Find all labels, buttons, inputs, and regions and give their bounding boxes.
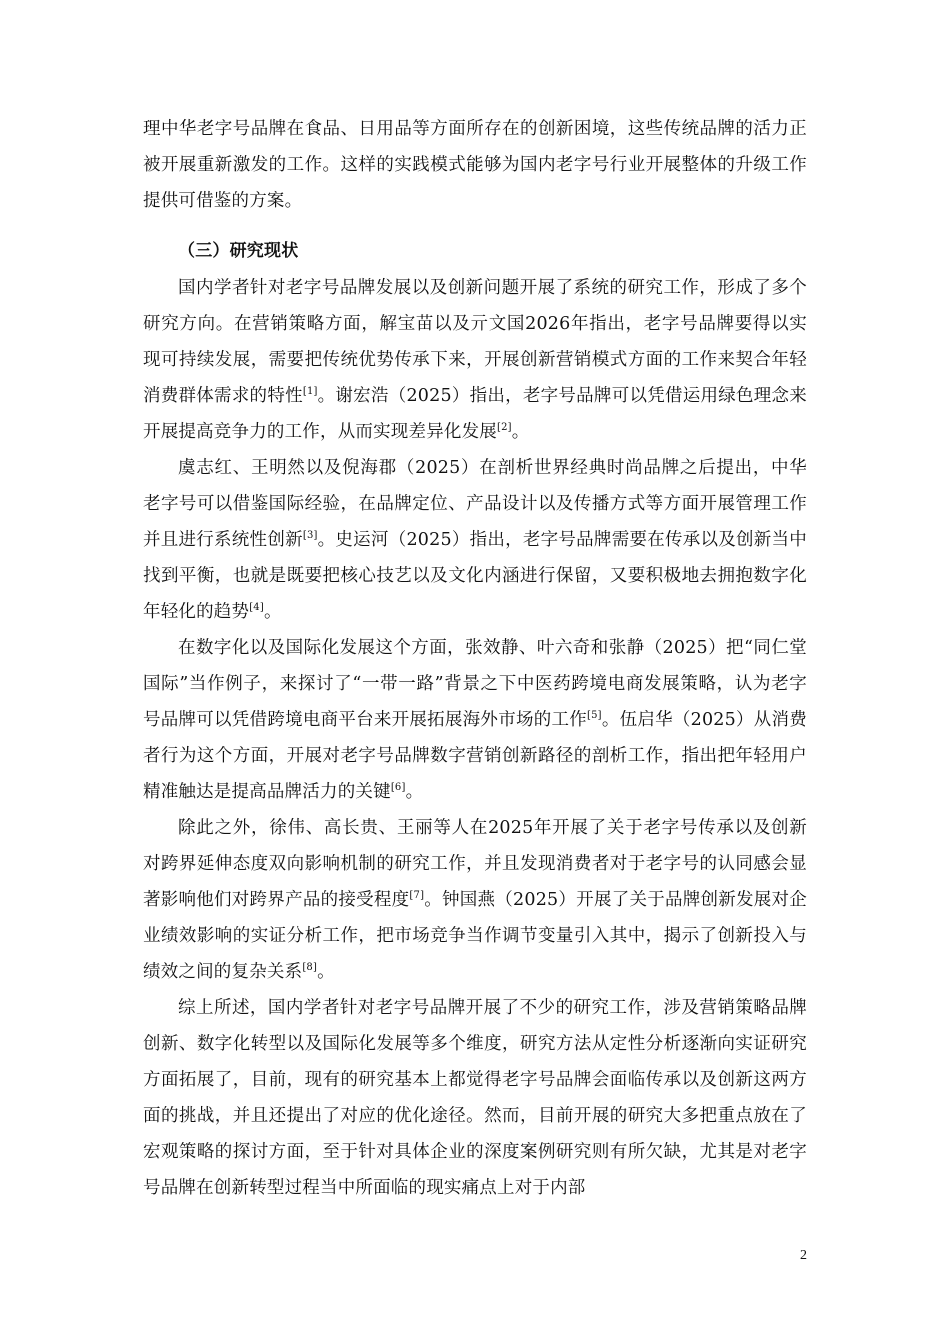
citation-ref-5[interactable]: [5]	[587, 710, 602, 722]
paragraph-text: 。谢宏浩（2025）指出，老字号品牌可以凭借运用绿色理念来开展提高竞争力的工作，从而实现差异化发展	[143, 386, 807, 442]
paragraph-text: 在数字化以及国际化发展这个方面，张效静、叶六奇和张静（2025）把“同仁堂国际”当作例子，来探讨了“一带一路”背景之下中医药跨境电商发展策略，认为老字号品牌可以凭借跨境电商平台来开展拓展海外市场的工作	[143, 638, 807, 730]
summary-paragraph: 综上所述，国内学者针对老字号品牌开展了不少的研究工作，涉及营销策略品牌创新、数字化转型以及国际化发展等多个维度，研究方法从定性分析逐渐向实证研究方面拓展了，目前，现有的研究基本上都觉得老字号品牌会面临传承以及创新这两方面的挑战，并且还提出了对应的优化途径。然而，目前开展的研究大多把重点放在了宏观策略的探讨方面，至于针对具体企业的深度案例研究则有所欠缺，尤其是对老字号品牌在创新转型过程当中所面临的现实痛点上对于内部	[143, 998, 807, 1198]
body-paragraph-4	[143, 810, 807, 990]
citation-ref-7[interactable]: [7]	[409, 890, 425, 902]
paragraph-text: 。	[511, 422, 530, 442]
citation-ref-2[interactable]: [2]	[497, 422, 512, 434]
citation-ref-6[interactable]: [6]	[390, 782, 406, 794]
citation-ref-4[interactable]: [4]	[249, 602, 264, 614]
body-paragraph-2	[143, 450, 807, 630]
section-heading: （三）研究现状	[178, 241, 299, 261]
paragraph-text: 。史运河（2025）指出，老字号品牌需要在传承以及创新当中找到平衡，也就是既要把核心技艺以及文化内涵进行保留，又要积极地去拥抱数字化年轻化的趋势	[143, 530, 807, 622]
paragraph-text: 除此之外，徐伟、高长贵、王丽等人在2025年开展了关于老字号传承以及创新对跨界延伸态度双向影响机制的研究工作，并且发现消费者对于老字号的认同感会显著影响他们对跨界产品的接受程度	[143, 818, 807, 910]
paragraph-text: 。	[263, 602, 282, 622]
citation-ref-1[interactable]: [1]	[302, 386, 318, 398]
paragraph-text: 。钟国燕（2025）开展了关于品牌创新发展对企业绩效影响的实证分析工作，把市场竞争当作调节变量引入其中，揭示了创新投入与绩效之间的复杂关系	[143, 890, 808, 982]
page-number: 2	[800, 1248, 807, 1263]
intro-paragraph: 理中华老字号品牌在食品、日用品等方面所存在的创新困境，这些传统品牌的活力正被开展重新激发的工作。这样的实践模式能够为国内老字号行业开展整体的升级工作提供可借鉴的方案。	[143, 119, 807, 211]
body-paragraph-1	[143, 270, 807, 450]
paragraph-text: 。	[317, 962, 335, 982]
paragraph-text: 虞志红、王明然以及倪海郡（2025）在剖析世界经典时尚品牌之后提出，中华老字号可以借鉴国际经验，在品牌定位、产品设计以及传播方式等方面开展管理工作并且进行系统性创新	[143, 458, 807, 550]
paragraph-text: 。	[405, 782, 424, 802]
citation-ref-3[interactable]: [3]	[302, 530, 318, 542]
paragraph-text: 。伍启华（2025）从消费者行为这个方面，开展对老字号品牌数字营销创新路径的剖析工作，指出把年轻用户精准触达是提高品牌活力的关键	[143, 710, 807, 802]
citation-ref-8[interactable]: [8]	[302, 962, 318, 974]
body-paragraph-3	[143, 630, 807, 810]
paragraph-text: 国内学者针对老字号品牌发展以及创新问题开展了系统的研究工作，形成了多个研究方向。在营销策略方面，解宝苗以及亓文国2026年指出，老字号品牌要得以实现可持续发展，需要把传统优势传承下来，开展创新营销模式方面的工作来契合年轻消费群体需求的特性	[143, 278, 807, 406]
page-body	[143, 111, 807, 1206]
